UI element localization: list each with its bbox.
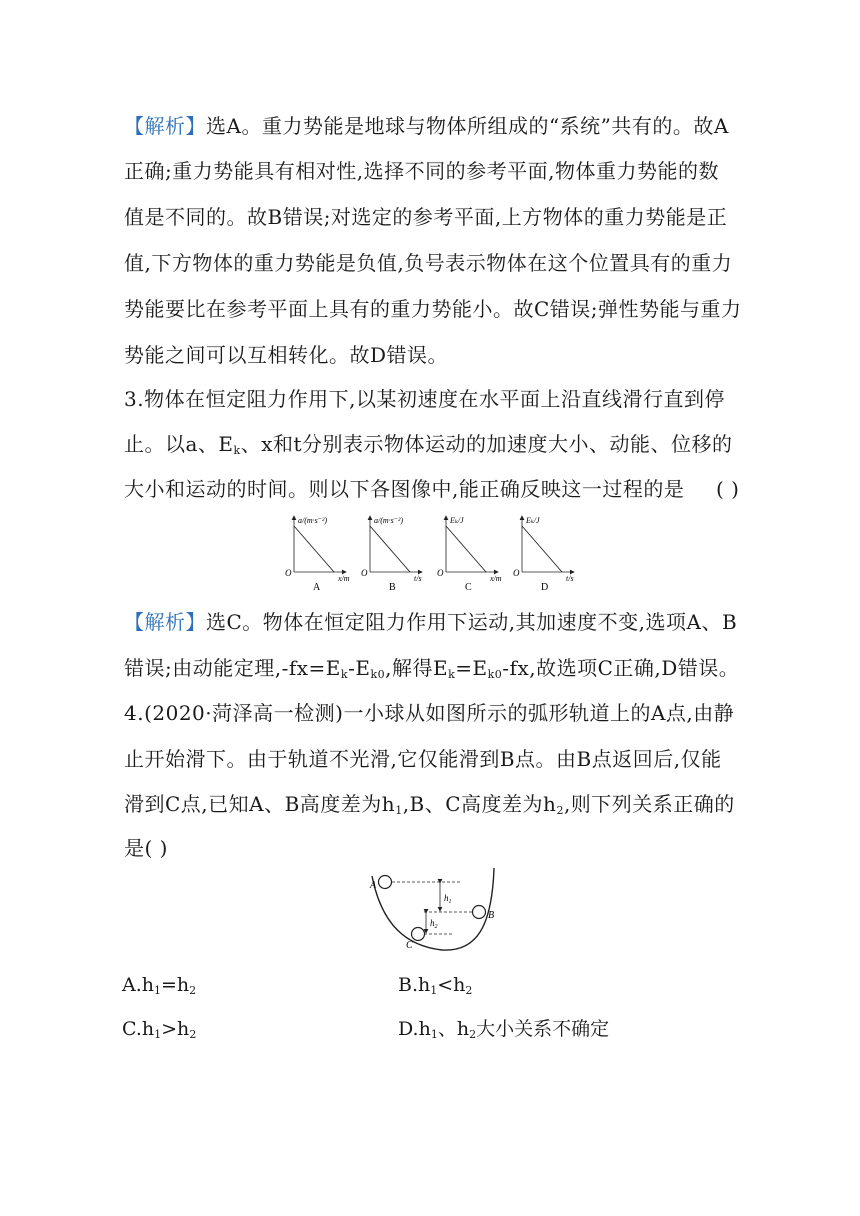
q3-answer-line-1: 【解析】选C。物体在恒定阻力作用下运动,其加速度不变,选项A、B [124, 610, 738, 634]
q2-answer-line-5: 势能要比在参考平面上具有的重力势能小。故C错误;弹性势能与重力 [124, 297, 742, 321]
graph-line-c [446, 526, 486, 572]
option-b[interactable]: $B.h_1<h_2$ [398, 974, 473, 997]
ball-c [412, 928, 425, 941]
q3-answer-line-2: 错误;由动能定理$,-fx=E_k-E_{k0}$,解得$E_k=E_{k0}-fx$,故选项C正确,D错误。 [124, 656, 740, 681]
graph-c [437, 516, 502, 593]
xlabel-b: t/s [414, 574, 422, 583]
graph-letter-c: C [465, 582, 472, 593]
label-a: A [370, 880, 377, 891]
ball-a [379, 876, 392, 889]
label-c: C [406, 940, 413, 951]
graph-letter-b: B [389, 582, 396, 593]
q4-line-3: 滑到C点,已知A、B高度差为$h_1,B$、C高度差为$h_2$,则下列关系正确的 [124, 792, 735, 817]
graph-line-a [294, 526, 334, 572]
ylabel-c: Eₖ/J [450, 516, 464, 525]
graph-b [361, 516, 422, 593]
analysis-tag: 【解析】 [124, 114, 206, 138]
q2-answer-line-3: 值是不同的。故B错误;对选定的参考平面,上方物体的重力势能是正 [124, 205, 728, 229]
q3-bracket: ( ) [716, 477, 740, 501]
q3-line-3: 大小和运动的时间。则以下各图像中,能正确反映这一过程的是 [124, 477, 685, 501]
q2-answer-line-2: 正确;重力势能具有相对性,选择不同的参考平面,物体重力势能的数 [124, 159, 719, 183]
graph-letter-a: A [313, 582, 321, 593]
xlabel-d: t/s [566, 574, 574, 583]
graph-line-b [370, 526, 410, 572]
label-h1: $h_1$ [444, 893, 452, 905]
q4-line-1: 4.(2020·菏泽高一检测)一小球从如图所示的弧形轨道上的A点,由静 [124, 701, 735, 725]
q3-graphs [280, 510, 600, 594]
graph-letter-d: D [541, 582, 549, 593]
track-figure [362, 866, 512, 956]
label-b: B [488, 910, 495, 921]
origin-d: O [513, 568, 520, 578]
graph-d [513, 516, 574, 593]
option-c[interactable]: $C.h_1>h_2$ [122, 1018, 197, 1041]
q3-line-2: 止。以a、$E_k$、x和t分别表示物体运动的加速度大小、动能、位移的 [124, 432, 733, 457]
option-d[interactable]: $D.h_1$、$h_2$大小关系不确定 [398, 1018, 610, 1041]
ylabel-d: Eₖ/J [526, 516, 540, 525]
label-h2: $h_2$ [430, 918, 438, 930]
option-a[interactable]: $A.h_1=h_2$ [122, 974, 197, 997]
q2-answer-line-1: 【解析】选A。重力势能是地球与物体所组成的“系统”共有的。故A [124, 114, 729, 138]
origin-b: O [361, 568, 368, 578]
graph-a [285, 516, 350, 593]
q4-line-2: 止开始滑下。由于轨道不光滑,它仅能滑到B点。由B点返回后,仅能 [124, 747, 722, 771]
ball-b [473, 906, 486, 919]
ylabel-b: a/(m·s⁻²) [374, 516, 404, 525]
q2-answer-line-4: 值,下方物体的重力势能是负值,负号表示物体在这个位置具有的重力 [124, 251, 733, 275]
xlabel-c: x/m [490, 574, 502, 583]
q4-line-4: 是( ) [124, 836, 168, 860]
q2-answer-line-6: 势能之间可以互相转化。故D错误。 [124, 343, 449, 367]
origin-a: O [285, 568, 292, 578]
origin-c: O [437, 568, 444, 578]
graph-line-d [522, 526, 562, 572]
q3-line-1: 3.物体在恒定阻力作用下,以某初速度在水平面上沿直线滑行直到停 [124, 387, 725, 411]
xlabel-a: x/m [338, 574, 350, 583]
ylabel-a: a/(m·s⁻²) [298, 516, 328, 525]
